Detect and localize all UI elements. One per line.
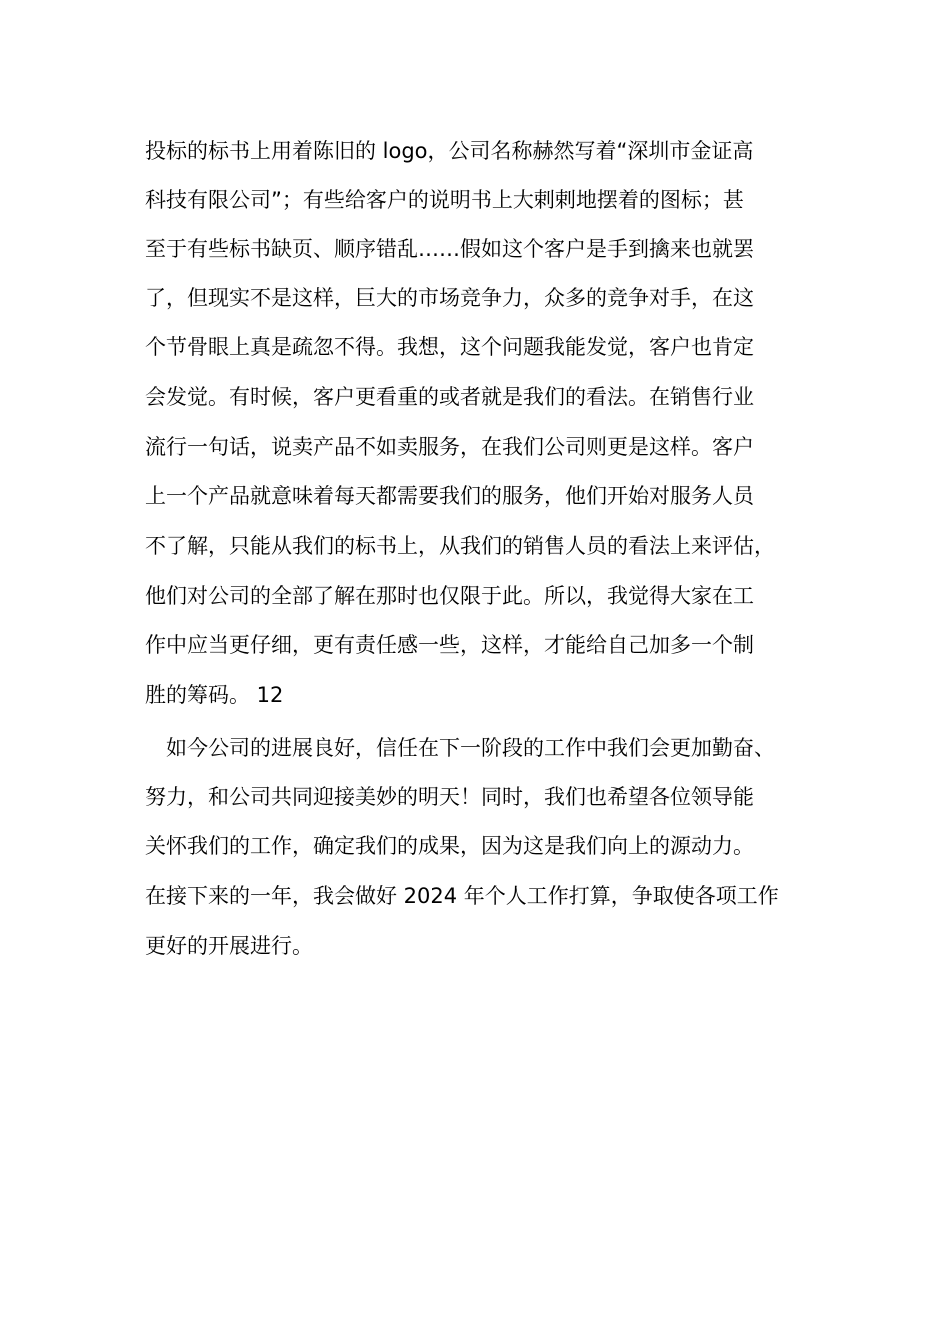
paragraph-2-line-1: 如今公司的进展良好，信任在下一阶段的工作中我们会更加勤奋、 — [166, 736, 775, 760]
paragraph-2-line-2: 努力，和公司共同迎接美妙的明天！同时，我们也希望各位领导能 — [145, 785, 754, 809]
paragraph-1-line-9: 不了解，只能从我们的标书上，从我们的销售人员的看法上来评估， — [145, 534, 775, 558]
paragraph-1-line-6: 会发觉。有时候，客户更看重的或者就是我们的看法。在销售行业 — [145, 385, 754, 409]
paragraph-1-line-1: 投标的标书上用着陈旧的 logo，公司名称赫然写着“深圳市金证高 — [145, 139, 754, 163]
paragraph-1-line-3: 至于有些标书缺页、顺序错乱……假如这个客户是手到擒来也就罢 — [145, 237, 754, 261]
paragraph-2-line-5: 更好的开展进行。 — [145, 934, 313, 958]
paragraph-1-line-2: 科技有限公司”；有些给客户的说明书上大剌剌地摆着的图标；甚 — [145, 188, 744, 212]
paragraph-1-line-5: 个节骨眼上真是疏忽不得。我想，这个问题我能发觉，客户也肯定 — [145, 335, 754, 359]
paragraph-2-line-4: 在接下来的一年，我会做好 2024 年个人工作打算，争取使各项工作 — [145, 884, 779, 908]
paragraph-1-line-7: 流行一句话，说卖产品不如卖服务，在我们公司则更是这样。客户 — [145, 435, 754, 459]
paragraph-1-line-11: 作中应当更仔细，更有责任感一些，这样，才能给自己加多一个制 — [145, 633, 754, 657]
paragraph-1-line-8: 上一个产品就意味着每天都需要我们的服务，他们开始对服务人员 — [145, 484, 754, 508]
paragraph-1-line-10: 他们对公司的全部了解在那时也仅限于此。所以，我觉得大家在工 — [145, 584, 754, 608]
paragraph-1-line-12: 胜的筹码。 12 — [145, 683, 284, 707]
paragraph-1-line-4: 了，但现实不是这样，巨大的市场竞争力，众多的竞争对手，在这 — [145, 286, 754, 310]
paragraph-2-line-3: 关怀我们的工作，确定我们的成果，因为这是我们向上的源动力。 — [145, 834, 754, 858]
